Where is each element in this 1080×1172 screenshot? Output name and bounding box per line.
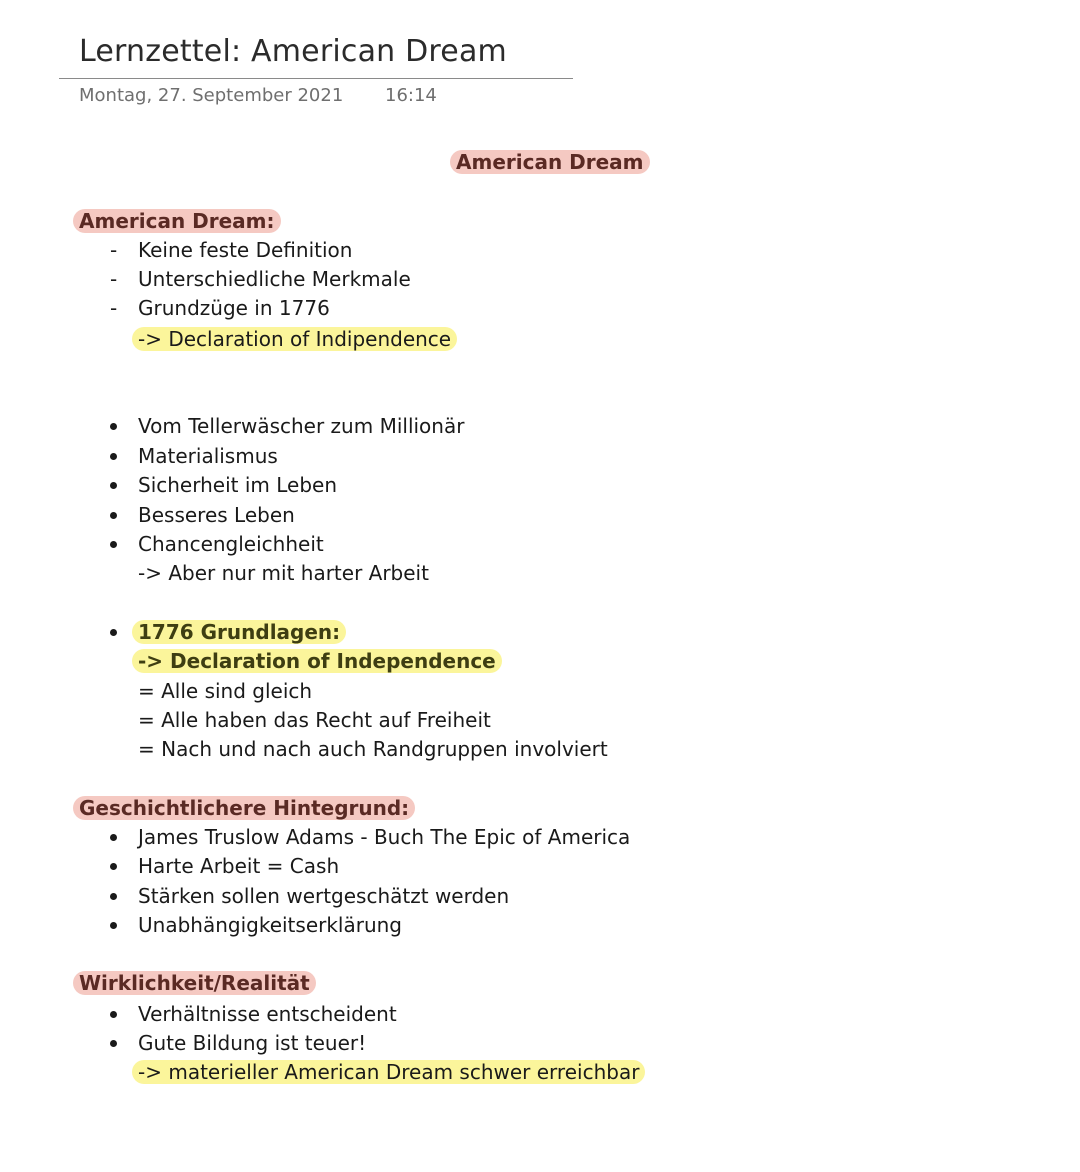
grundlagen-title: [132, 619, 346, 645]
list-item: Vom Tellerwäscher zum Millionär: [138, 414, 465, 438]
section-hintergrund-title-text: Geschichtlichere Hintegrund:: [73, 796, 415, 820]
list-item: Unterschiedliche Merkmale: [138, 267, 411, 291]
list-item: Chancengleichheit: [138, 532, 324, 556]
main-heading: [450, 149, 650, 175]
page-date: Montag, 27. September 2021: [79, 85, 344, 106]
section-realitaet-title-text: Wirklichkeit/Realität: [73, 971, 316, 995]
title-divider: [59, 78, 573, 79]
main-heading-text: American Dream: [450, 150, 650, 174]
list-item: Besseres Leben: [138, 503, 295, 527]
bullet-marker: [108, 912, 118, 938]
list-item: Verhältnisse entscheident: [138, 1002, 397, 1026]
list-item: Keine feste Definition: [138, 238, 353, 262]
note-declaration-text: -> Declaration of Indipendence: [132, 327, 457, 351]
bullet-marker: [108, 853, 118, 879]
dash-marker: -: [110, 296, 118, 320]
list-item: Unabhängigkeitserklärung: [138, 913, 403, 937]
note-declaration: [132, 326, 457, 352]
bullet-marker: [108, 824, 118, 850]
note-arbeit: -> Aber nur mit harter Arbeit: [138, 561, 429, 585]
list-item: = Alle sind gleich: [138, 679, 313, 703]
list-item: = Nach und nach auch Randgruppen involviert: [138, 737, 608, 761]
list-item: Grundzüge in 1776: [138, 296, 330, 320]
grundlagen-subtitle-text: -> Declaration of Independence: [132, 649, 502, 673]
list-item: Materialismus: [138, 444, 278, 468]
grundlagen-title-text: 1776 Grundlagen:: [132, 620, 346, 644]
note-erreichbar-text: -> materieller American Dream schwer erreichbar: [132, 1060, 645, 1084]
bullet-marker: [108, 502, 118, 528]
list-item: James Truslow Adams - Buch The Epic of America: [138, 825, 631, 849]
bullet-marker: [108, 883, 118, 909]
section-american-dream-title: [73, 208, 281, 234]
list-item: Harte Arbeit = Cash: [138, 854, 340, 878]
section-american-dream-title-text: American Dream:: [73, 209, 281, 233]
section-realitaet-title: [73, 970, 316, 996]
bullet-marker: [108, 443, 118, 469]
bullet-marker: [108, 413, 118, 439]
dash-marker: -: [110, 267, 118, 291]
list-item: Sicherheit im Leben: [138, 473, 338, 497]
bullet-marker: [108, 531, 118, 557]
bullet-marker: [108, 472, 118, 498]
list-item: Gute Bildung ist teuer!: [138, 1031, 367, 1055]
list-item: Stärken sollen wertgeschätzt werden: [138, 884, 510, 908]
grundlagen-subtitle: [132, 648, 502, 674]
bullet-marker: [108, 1001, 118, 1027]
page-time: 16:14: [385, 85, 437, 106]
list-item: = Alle haben das Recht auf Freiheit: [138, 708, 491, 732]
dash-marker: -: [110, 238, 118, 262]
note-erreichbar: [132, 1059, 645, 1085]
page-title: Lernzettel: American Dream: [79, 34, 507, 69]
bullet-marker: [108, 619, 118, 645]
section-hintergrund-title: [73, 795, 415, 821]
bullet-marker: [108, 1030, 118, 1056]
